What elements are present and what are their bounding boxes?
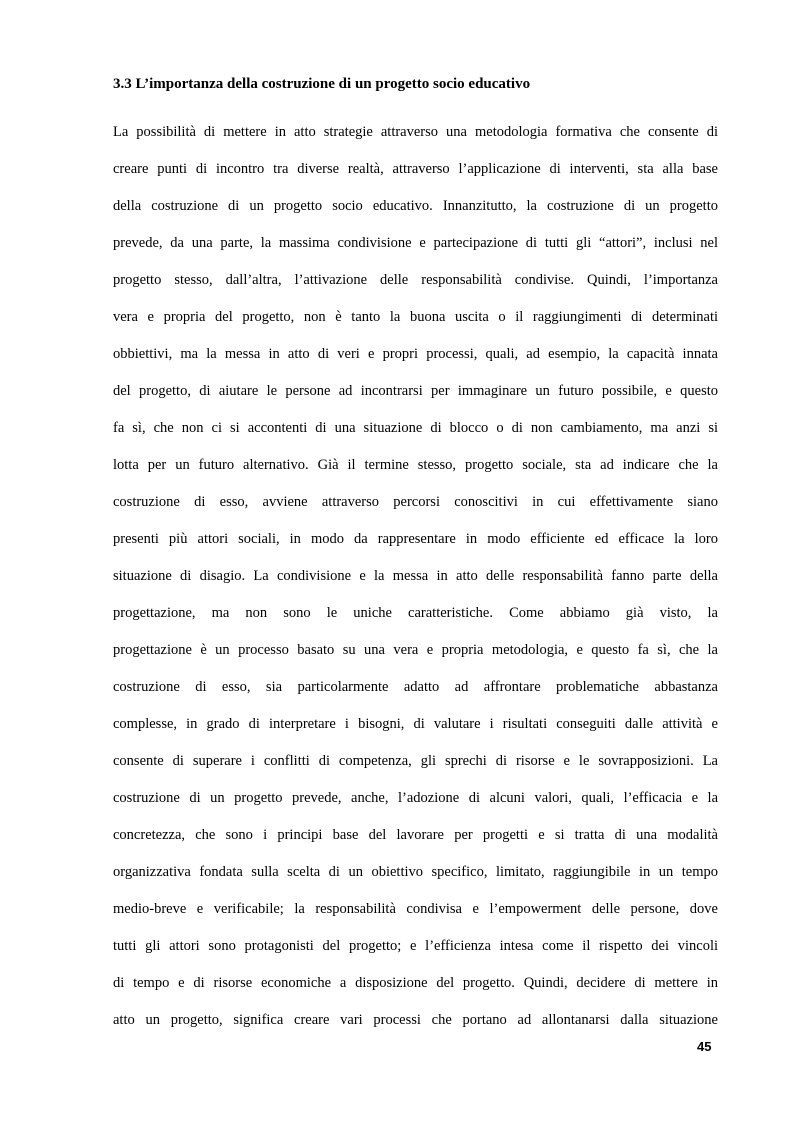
paragraph-line: lotta per un futuro alternativo. Già il termine stesso, progetto sociale, sta ad indicare che la xyxy=(113,457,718,473)
paragraph-line: presenti più attori sociali, in modo da rappresentare in modo efficiente ed efficace la loro xyxy=(113,531,718,547)
paragraph-line: della costruzione di un progetto socio educativo. Innanzitutto, la costruzione di un progetto xyxy=(113,198,718,214)
section-heading: 3.3 L’importanza della costruzione di un progetto socio educativo xyxy=(113,76,531,92)
paragraph-line: costruzione di un progetto prevede, anche, l’adozione di alcuni valori, quali, l’efficacia e la xyxy=(113,790,718,806)
paragraph-line: La possibilità di mettere in atto strategie attraverso una metodologia formativa che consente di xyxy=(113,124,718,140)
paragraph-line: medio-breve e verificabile; la responsabilità condivisa e l’empowerment delle persone, dove xyxy=(113,901,718,917)
paragraph-line: organizzativa fondata sulla scelta di un obiettivo specifico, limitato, raggiungibile in un tempo xyxy=(113,864,718,880)
paragraph-line: costruzione di esso, avviene attraverso percorsi conoscitivi in cui effettivamente siano xyxy=(113,494,718,510)
paragraph-line: progettazione è un processo basato su una vera e propria metodologia, e questo fa sì, che la xyxy=(113,642,718,658)
paragraph-line: atto un progetto, significa creare vari processi che portano ad allontanarsi dalla situazione xyxy=(113,1012,718,1028)
paragraph-line: progettazione, ma non sono le uniche caratteristiche. Come abbiamo già visto, la xyxy=(113,605,718,621)
paragraph-line: prevede, da una parte, la massima condivisione e partecipazione di tutti gli “attori”, inclusi nel xyxy=(113,235,718,251)
paragraph-line: complesse, in grado di interpretare i bisogni, di valutare i risultati conseguiti dalle attività e xyxy=(113,716,718,732)
paragraph-line: del progetto, di aiutare le persone ad incontrarsi per immaginare un futuro possibile, e questo xyxy=(113,383,718,399)
paragraph-line: creare punti di incontro tra diverse realtà, attraverso l’applicazione di interventi, sta alla base xyxy=(113,161,718,177)
page-number: 45 xyxy=(697,1039,712,1054)
body-paragraph xyxy=(113,118,718,1043)
paragraph-line: consente di superare i conflitti di competenza, gli sprechi di risorse e le sovrapposizioni. La xyxy=(113,753,718,769)
paragraph-line: vera e propria del progetto, non è tanto la buona uscita o il raggiungimenti di determinati xyxy=(113,309,718,325)
paragraph-line: costruzione di esso, sia particolarmente adatto ad affrontare problematiche abbastanza xyxy=(113,679,718,695)
paragraph-line: concretezza, che sono i principi base del lavorare per progetti e si tratta di una modalità xyxy=(113,827,718,843)
paragraph-line: di tempo e di risorse economiche a disposizione del progetto. Quindi, decidere di mettere in xyxy=(113,975,718,991)
paragraph-line: fa sì, che non ci si accontenti di una situazione di blocco o di non cambiamento, ma anzi si xyxy=(113,420,718,436)
paragraph-line: progetto stesso, dall’altra, l’attivazione delle responsabilità condivise. Quindi, l’importanza xyxy=(113,272,718,288)
paragraph-line: obbiettivi, ma la messa in atto di veri e propri processi, quali, ad esempio, la capacità innata xyxy=(113,346,718,362)
paragraph-line: tutti gli attori sono protagonisti del progetto; e l’efficienza intesa come il rispetto dei vincoli xyxy=(113,938,718,954)
paragraph-line: situazione di disagio. La condivisione e la messa in atto delle responsabilità fanno parte della xyxy=(113,568,718,584)
